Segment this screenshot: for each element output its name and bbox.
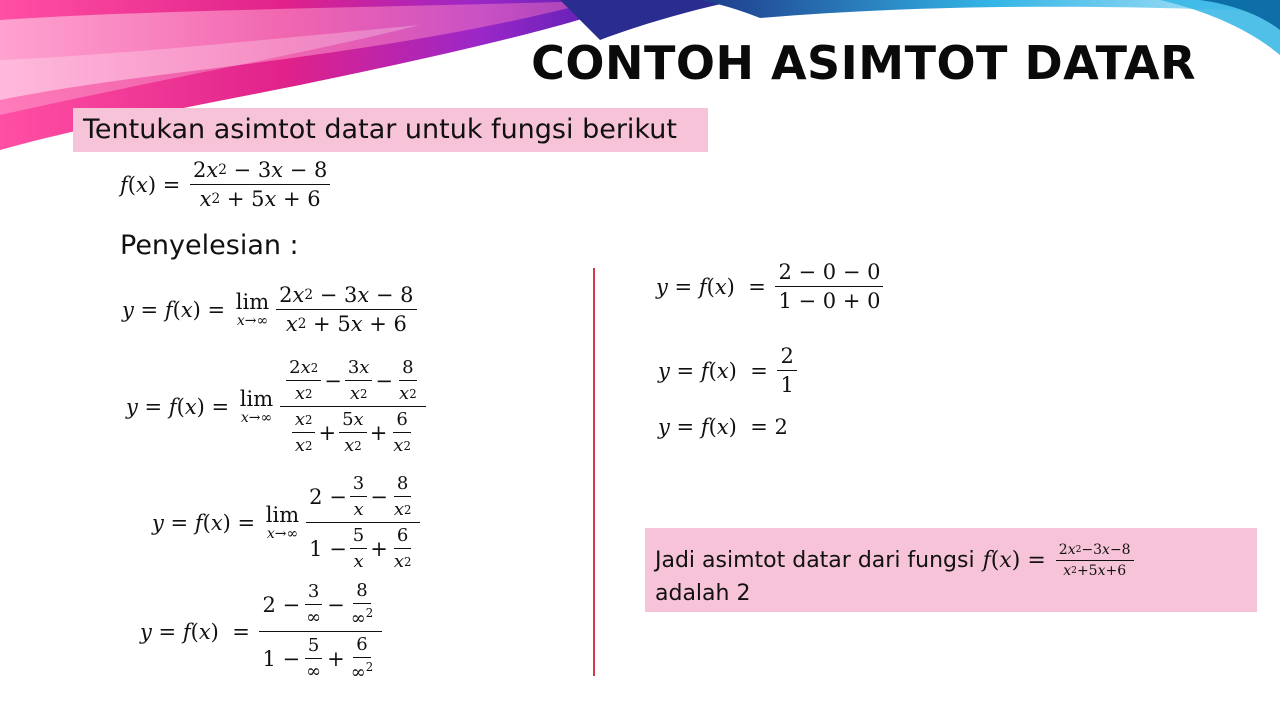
conclusion-function: f ( x ) = 2 x 2 −3 x −8 x 2 +5 x +6: [983, 542, 1137, 579]
conclusion-answer: adalah 2: [655, 581, 751, 606]
instruction-box: Tentukan asimtot datar untuk fungsi berikut: [73, 108, 708, 152]
conclusion-box: [645, 528, 1257, 612]
solution-result: y = f ( x ) = 2: [658, 415, 788, 439]
solution-heading: Penyelesian :: [120, 230, 299, 261]
solution-step-5: y = f ( x ) = $\frac{2 - 0 - 0}{1 - 0 + 0}$: [656, 260, 886, 313]
column-divider: [593, 268, 595, 676]
function-definition: f ( x ) = 2 x 2 − 3 x − 8 x 2 + 5 x + 6: [120, 158, 333, 211]
solution-step-4: y = f ( x ) = 2 − $\frac{3}{\infty}$ − $\frac{8}{\infty^2}$ 1 − $\frac{5}{\infty}$ + $\frac{6}{\infty^2}$: [140, 580, 385, 683]
solution-step-3: y = f ( x ) = lim x→∞ 2 − $\frac{3}{x}$ − 8 x 2 1 − $\frac{5}{x}$ + 6 x 2: [152, 473, 423, 572]
conclusion-text: Jadi asimtot datar dari fungsi: [655, 548, 975, 573]
solution-step-2: y = f ( x ) = lim x→∞ 2 x 2 x 2 − 3 x x 2 − 8 x 2 x 2 x 2 + 5 x x 2 + 6 x 2: [126, 357, 429, 456]
slide-title: CONTOH ASIMTOT DATAR: [531, 36, 1196, 90]
solution-step-6: y = f ( x ) = $\frac{2}{1}$: [658, 344, 800, 397]
solution-step-1: y = f ( x ) = lim x→∞ 2 x 2 − 3 x − 8 x 2 + 5 x + 6: [122, 283, 420, 336]
